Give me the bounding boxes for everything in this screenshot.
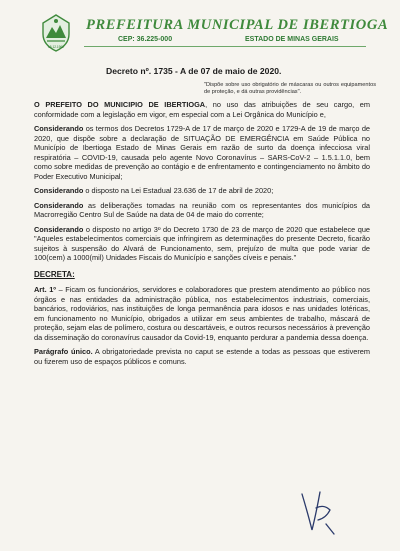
intro-paragraph [34, 100, 370, 119]
considerando-3-bold: Considerando [34, 200, 84, 210]
considerando-3 [34, 201, 370, 220]
header-cep: CEP: 36.225-000 [118, 36, 173, 43]
considerando-1-text: os termos dos Decretos 1729-A de 17 de março de 2020 e 1729-A de 19 de março de 2020, que dispõe sobre a declaração de SITUAÇÃO DE EMERGÊNCIA em Saúde Pública no Município de Ibertioga Estado de Minas Gerais em razão de surto da doença infecciosa viral respiratória – COVID-19, causada pelo agente Novo Coronavírus – SARS-CoV-2 – 1.5.1.1.0, bem como sobre medidas de prevenção ao contágio e de enfrentamento e contingenciamento no âmbito do Poder Executivo Municipal; [34, 124, 370, 181]
considerando-4-bold: Considerando [34, 224, 84, 234]
article-1 [34, 285, 370, 342]
document-body [34, 100, 370, 371]
decreta-heading: DECRETA: [34, 269, 75, 279]
decree-title [106, 66, 281, 76]
considerando-4-text: o disposto no artigo 3º do Decreto 1730 de 23 de março de 2020 que estabelece que "Aqueles estabelecimentos comerciais que infringirem as determinações do presente Decreto, ficarão sujeitos à suspensão do Alvará de Funcionamento, sem, prejuízo de multa que pode variar de 100(cem) a 1000(mil) Unidades Fiscais do Município e sanções cíveis e penais." [34, 224, 370, 262]
intro-text: , no uso das atribuições de seu cargo, em conformidade com a legislação em vigor, em especial com a Lei Orgânica do Município e, [34, 100, 371, 119]
decree-number: Decreto nº. 1735 - A [106, 66, 186, 76]
decree-date: de 07 de maio de 2020. [188, 66, 282, 76]
article-1-text: – Ficam os funcionários, servidores e colaboradores que prestem atendimento ao público nos órgãos e nas entidades da administração pública, nos estabelecimentos industriais, comerciais, bancários, rodoviários, nas instituições de longa permanência para idosos e nas unidades lotéricas, em funcionamento no Município, obrigados a utilizar em seus ambientes de trabalho, máscará de proteção, sejam elas de polímero, costura ou descartáveis, e outros recursos necessários à prevenção da disseminação do coronavírus causador da Covid-19, enquanto perdurar a pandemia dessa doença. [34, 285, 370, 342]
article-1-bold: Art. 1º [34, 285, 56, 294]
considerando-1-bold: Considerando [34, 124, 84, 133]
intro-bold: O PREFEITO DO MUNICIPIO DE IBERTIOGA [34, 100, 206, 109]
considerando-2-bold: Considerando [34, 186, 84, 195]
considerando-1 [34, 124, 370, 181]
paragrafo-unico [34, 347, 370, 366]
considerando-3-text: as deliberações tomadas na reunião com os representantes dos municípios da Macrorregião Centro Sul de Saúde na data de 04 de maio do corrente; [34, 200, 370, 219]
header-state: ESTADO DE MINAS GERAIS [245, 36, 339, 43]
paragrafo-unico-text: A obrigatoriedade prevista no caput se estende a todas as pessoas que estiverem ou fizerem uso de espaços públicos e comuns. [34, 347, 370, 366]
decree-ementa: "Dispõe sobre uso obrigatório de máscaras ou outros equipamentos de proteção, e dá outras providências". [204, 82, 376, 96]
considerando-2-text: o disposto na Lei Estadual 23.636 de 17 de abril de 2020; [83, 186, 274, 195]
header-divider [84, 46, 366, 47]
header-title: PREFEITURA MUNICIPAL DE IBERTIOGA [86, 17, 389, 33]
considerando-2 [34, 186, 370, 196]
considerando-4 [34, 225, 370, 263]
coat-of-arms-icon [38, 14, 74, 52]
paragrafo-unico-bold: Parágrafo único. [34, 347, 93, 356]
signature [296, 484, 340, 536]
logo-year: 15.12.1962 [48, 45, 64, 49]
